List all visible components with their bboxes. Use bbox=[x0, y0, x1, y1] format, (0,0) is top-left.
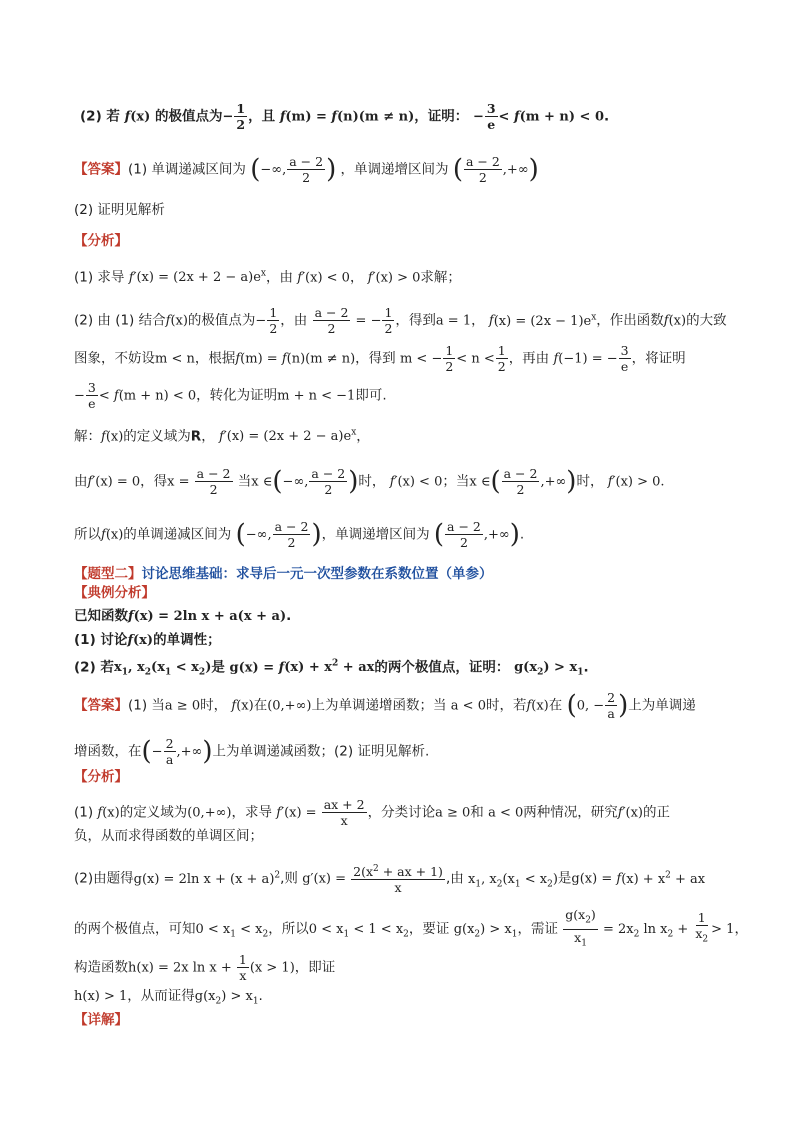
answer-1-part2: (2) 证明见解析 bbox=[74, 202, 165, 218]
answer-1: 【答案】(1) 单调递减区间为 (−∞, $\frac{a - 2}{2}$ ) ，单调递增区间为 ( $\frac{a - 2}{2}$ ,+∞) bbox=[74, 154, 539, 185]
question-2: (2) 若$x_1$, $x_2(x_1 < x_2)$是 $g(x) = f(x) + x^2$ + ax的两个极值点，证明： $g(x_2) > x_1$. bbox=[74, 659, 589, 678]
typical-analysis-heading: 【典例分析】 bbox=[74, 585, 155, 601]
analysis2-line-2: 负，从而求得函数的单调区间； bbox=[74, 828, 263, 844]
answer-2: 【答案】(1) 当a ≥ 0时， f(x)在(0,+∞)上为单调递增函数；当 a < 0时，若f(x)在 (0, − $\frac{2}{a}$ )上为单调递 bbox=[74, 690, 696, 721]
analysis2-line-1: (1) f(x)的定义域为(0,+∞)，求导 f′(x) = $\frac{ax + 2}{x}$ ，分类讨论a ≥ 0和 a < 0两种情况，研究f′(x)的正 bbox=[74, 797, 671, 828]
analysis-line-2: (2) 由 (1) 结合f(x)的极值点为− $\frac{1}{2}$ ，由 $\frac{a - 2}{2}$ = − $\frac{1}{2}$ ，得到a = 1， $f(x) = (2x - 1)e^x$，作出函数f(x)的大致 bbox=[74, 305, 727, 336]
analysis-heading: 【分析】 bbox=[74, 233, 128, 249]
type2-heading: 【题型二】讨论思维基础：求导后一元一次型参数在系数位置（单参） bbox=[74, 566, 493, 582]
analysis-heading-2: 【分析】 bbox=[74, 769, 128, 785]
question-1: (1) 讨论f(x)的单调性； bbox=[74, 632, 221, 648]
question-part2: (2) 若 f(x) 的极值点为− $\frac{1}{2}$ ，且 f(m) = f(n)(m ≠ n)，证明： − $\frac{3}{e}$ < f(m + n) < 0. bbox=[80, 101, 610, 132]
solution-line-1: 解：f(x)的定义域为R， $f'(x) = (2x + 2 - a)e^x$， bbox=[74, 428, 370, 445]
analysis2-line-4: 的两个极值点，可知$0 < x_1 < x_2$，所以$0 < x_1 < 1 < x_2$，要证 $g(x_2) > x_1$，需证 $\frac{g(x_2)}{x_1}$ = $2x_2$ $\ln x_2$ + $\frac{1}{x_2}$ > 1， bbox=[74, 907, 748, 948]
analysis-line-3: 图象，不妨设m < n，根据f(m) = f(n)(m ≠ n)，得到 m < − $\frac{1}{2}$ < n < $\frac{1}{2}$ ，再由 f(−1) = − $\frac{3}{e}$ ，将证明 bbox=[74, 343, 686, 374]
analysis-line-1: (1) 求导 $f'(x) = (2x + 2 - a)e^x$，由 f′(x) < 0， f′(x) > 0求解； bbox=[74, 269, 461, 286]
analysis2-line-5: 构造函数h(x) = 2x ln x + $\frac{1}{x}$ (x > 1)，即证 bbox=[74, 952, 336, 983]
detail-heading: 【详解】 bbox=[74, 1012, 128, 1028]
analysis-line-4: − $\frac{3}{e}$ < f(m + n) < 0，转化为证明m + n < −1即可. bbox=[74, 380, 387, 411]
analysis2-line-6: h(x) > 1，从而证得$g(x_2) > x_1$. bbox=[74, 988, 263, 1007]
solution-line-2: 由f′(x) = 0，得x = $\frac{a - 2}{2}$ 当x ∈(−∞, $\frac{a - 2}{2}$ )时， f′(x) < 0；当x ∈( $\frac{a - 2}{2}$ ,+∞)时， f′(x) > 0. bbox=[74, 466, 665, 497]
solution-line-3: 所以f(x)的单调递减区间为 (−∞, $\frac{a - 2}{2}$ )，单调递增区间为 ( $\frac{a - 2}{2}$ ,+∞). bbox=[74, 519, 525, 550]
analysis2-line-3: (2)由题得g(x) = 2ln $x + (x + a)^2$,则 g′(x) = $\frac{2(x^2 + ax + 1)}{x}$ ,由 $x_1$, $x_2(x_1 < x_2)$是$g(x) = f(x) + x^2$ + ax bbox=[74, 864, 706, 896]
question-intro: 已知函数f(x) = 2ln x + a(x + a). bbox=[74, 608, 292, 624]
answer-2b: 增函数，在(− $\frac{2}{a}$ ,+∞)上为单调递减函数；(2) 证明见解析. bbox=[74, 736, 430, 767]
